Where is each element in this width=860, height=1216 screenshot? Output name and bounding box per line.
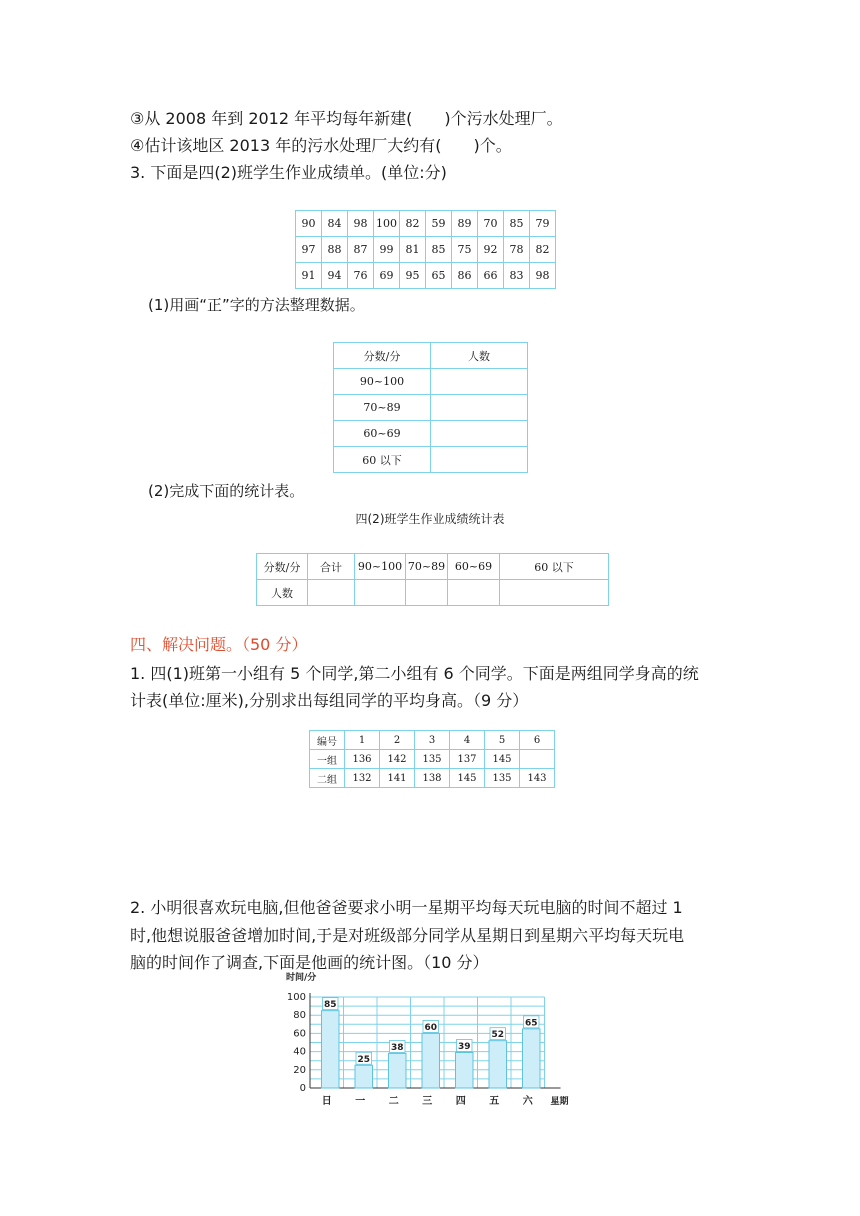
score-cell: 59: [426, 211, 452, 237]
question-1-line-1: 1. 四(1)班第一小组有 5 个同学,第二小组有 6 个同学。下面是两组同学身高的统: [130, 664, 699, 683]
bar: [389, 1053, 407, 1088]
height-cell: 132: [345, 769, 380, 788]
x-tick-label: 六: [522, 1096, 533, 1107]
stat-header-cell: 60~69: [448, 554, 500, 580]
y-tick-label: 40: [293, 1046, 306, 1058]
score-cell: 69: [374, 263, 400, 289]
tally-row: [334, 421, 528, 447]
y-tick-label: 0: [299, 1083, 306, 1094]
score-cell: 100: [374, 211, 400, 237]
data-label: 60: [424, 1022, 438, 1033]
height-group1-row: [310, 750, 555, 769]
stat-count-row: [257, 580, 609, 606]
y-tick-label: 20: [293, 1064, 306, 1076]
task-2-label: (2)完成下面的统计表。: [148, 482, 305, 500]
score-cell: 82: [530, 237, 556, 263]
bar: [523, 1029, 541, 1088]
question-2-line-3: 脑的时间作了调查,下面是他画的统计图。（10 分）: [130, 953, 489, 972]
score-cell: 65: [426, 263, 452, 289]
height-group2-row: [310, 769, 555, 788]
bar: [489, 1041, 507, 1088]
score-cell: 95: [400, 263, 426, 289]
tally-header-cell: 人数: [431, 343, 528, 369]
bar: [322, 1011, 340, 1088]
x-tick-label: 五: [489, 1096, 500, 1107]
score-row: [296, 237, 556, 263]
question-3-title: 3. 下面是四(2)班学生作业成绩单。(单位:分): [130, 163, 447, 182]
tally-range-cell: 90~100: [334, 369, 431, 395]
height-cell: 145: [485, 750, 520, 769]
stat-header-cell: 合计: [308, 554, 355, 580]
score-cell: 81: [400, 237, 426, 263]
score-cell: 89: [452, 211, 478, 237]
tally-range-cell: 60 以下: [334, 447, 431, 473]
data-label: 38: [390, 1042, 404, 1053]
score-cell: 83: [504, 263, 530, 289]
tally-count-cell: [431, 421, 528, 447]
tally-row: [334, 395, 528, 421]
height-cell: 145: [450, 769, 485, 788]
stat-row-label: 人数: [257, 580, 308, 606]
stat-header-cell: 分数/分: [257, 554, 308, 580]
height-cell: 6: [520, 731, 555, 750]
tally-row: [334, 369, 528, 395]
question-2-line-1: 2. 小明很喜欢玩电脑,但他爸爸要求小明一星期平均每天玩电脑的时间不超过 1: [130, 898, 683, 917]
stat-header-cell: 70~89: [406, 554, 448, 580]
score-cell: 92: [478, 237, 504, 263]
score-cell: 78: [504, 237, 530, 263]
tally-header-row: [334, 343, 528, 369]
height-cell: 135: [485, 769, 520, 788]
height-cell: 137: [450, 750, 485, 769]
bar: [456, 1053, 474, 1088]
bar: [422, 1033, 440, 1088]
stat-table-caption: 四(2)班学生作业成绩统计表: [355, 512, 505, 526]
y-axis-label: 时间/分: [286, 973, 317, 983]
question-1-line-2: 计表(单位:厘米),分别求出每组同学的平均身高。（9 分）: [130, 691, 529, 710]
stat-count-cell: [406, 580, 448, 606]
score-cell: 91: [296, 263, 322, 289]
height-cell: 142: [380, 750, 415, 769]
tally-table: [333, 342, 528, 473]
score-cell: 85: [426, 237, 452, 263]
score-cell: 87: [348, 237, 374, 263]
score-cell: 98: [530, 263, 556, 289]
score-cell: 70: [478, 211, 504, 237]
score-cell: 90: [296, 211, 322, 237]
score-cell: 97: [296, 237, 322, 263]
x-tick-label: 二: [388, 1096, 399, 1107]
stat-count-cell: [355, 580, 406, 606]
data-label: 25: [357, 1054, 371, 1065]
height-cell: 136: [345, 750, 380, 769]
score-row: [296, 263, 556, 289]
tally-count-cell: [431, 395, 528, 421]
data-label: 52: [491, 1030, 505, 1041]
x-tick-label: 日: [321, 1096, 332, 1107]
y-tick-label: 100: [286, 992, 306, 1003]
score-cell: 75: [452, 237, 478, 263]
stat-header-row: [257, 554, 609, 580]
data-label: 85: [323, 1000, 337, 1011]
score-cell: 88: [322, 237, 348, 263]
tally-range-cell: 60~69: [334, 421, 431, 447]
height-cell: 138: [415, 769, 450, 788]
height-cell: 143: [520, 769, 555, 788]
stat-count-cell: [308, 580, 355, 606]
score-cell: 82: [400, 211, 426, 237]
height-header-row: [310, 731, 555, 750]
y-tick-label: 60: [293, 1028, 306, 1040]
height-cell: 二组: [310, 769, 345, 788]
stat-table: [256, 553, 609, 606]
tally-row: [334, 447, 528, 473]
height-cell: 5: [485, 731, 520, 750]
score-cell: 86: [452, 263, 478, 289]
section-4-heading: 四、解决问题。（50 分）: [130, 635, 308, 654]
height-cell: [520, 750, 555, 769]
height-cell: 编号: [310, 731, 345, 750]
data-label: 65: [524, 1018, 538, 1029]
x-axis-label: 星期: [550, 1097, 569, 1107]
q4-line: ④估计该地区 2013 年的污水处理厂大约有( )个。: [130, 136, 512, 155]
score-table: [295, 210, 556, 289]
score-cell: 85: [504, 211, 530, 237]
tally-count-cell: [431, 369, 528, 395]
x-tick-label: 三: [422, 1096, 433, 1107]
height-cell: 一组: [310, 750, 345, 769]
height-table: [309, 730, 555, 788]
task-1-label: (1)用画“正”字的方法整理数据。: [148, 296, 365, 314]
score-row: [296, 211, 556, 237]
bar: [355, 1065, 373, 1088]
q3-line: ③从 2008 年到 2012 年平均每年新建( )个污水处理厂。: [130, 109, 563, 128]
score-cell: 84: [322, 211, 348, 237]
height-cell: 141: [380, 769, 415, 788]
usage-bar-chart: [280, 968, 590, 1113]
stat-count-cell: [448, 580, 500, 606]
stat-header-cell: 60 以下: [500, 554, 609, 580]
tally-header-cell: 分数/分: [334, 343, 431, 369]
stat-header-cell: 90~100: [355, 554, 406, 580]
score-cell: 99: [374, 237, 400, 263]
stat-count-cell: [500, 580, 609, 606]
tally-range-cell: 70~89: [334, 395, 431, 421]
score-cell: 94: [322, 263, 348, 289]
height-cell: 135: [415, 750, 450, 769]
height-cell: 2: [380, 731, 415, 750]
data-label: 39: [457, 1042, 471, 1053]
height-cell: 3: [415, 731, 450, 750]
height-cell: 4: [450, 731, 485, 750]
question-2-line-2: 时,他想说服爸爸增加时间,于是对班级部分同学从星期日到星期六平均每天玩电: [130, 926, 685, 945]
score-cell: 66: [478, 263, 504, 289]
tally-count-cell: [431, 447, 528, 473]
score-cell: 98: [348, 211, 374, 237]
x-tick-label: 四: [455, 1096, 466, 1107]
score-cell: 79: [530, 211, 556, 237]
height-cell: 1: [345, 731, 380, 750]
y-tick-label: 80: [293, 1010, 306, 1022]
score-cell: 76: [348, 263, 374, 289]
x-tick-label: 一: [355, 1096, 366, 1107]
